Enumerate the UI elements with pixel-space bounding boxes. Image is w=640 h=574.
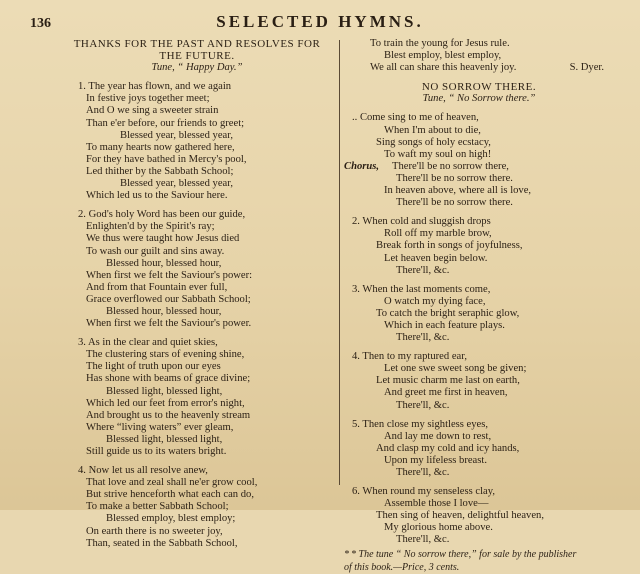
verse-line: O watch my dying face,	[384, 295, 486, 307]
verse-line: Enlighten'd by the Spirit's ray;	[86, 221, 215, 233]
verse-line: 1. The year has flown, and we again	[78, 81, 232, 93]
verse-line: There'll, &c.	[396, 534, 450, 546]
verse-line: In heaven above, where all is love,	[384, 185, 532, 197]
verse-line: To many hearts now gathered here,	[86, 141, 235, 153]
chorus-label: Chorus,	[344, 160, 380, 172]
verse-line: For they have bathed in Mercy's pool,	[86, 153, 247, 165]
verse-line: And greet me first in heaven,	[384, 387, 508, 399]
verse-line: 2. When cold and sluggish drops	[352, 216, 491, 228]
verse-line: There'll be no sorrow there.	[396, 197, 513, 209]
column-divider	[339, 40, 340, 485]
verse-line: And lay me down to rest,	[384, 430, 492, 442]
footnote-line: of this book.—Price, 3 cents.	[344, 562, 460, 574]
verse-line: Blessed year, blessed year,	[120, 129, 233, 141]
verse-line: Led thither by the Sabbath School;	[86, 165, 234, 177]
verse-line: Let music charm me last on earth,	[376, 375, 520, 387]
verse-line: 4. Then to my raptured ear,	[352, 351, 467, 363]
verse-line: There'll, &c.	[396, 467, 450, 478]
verse-line: When I'm about to die,	[384, 124, 481, 136]
verse-line: To train the young for Jesus rule.	[370, 38, 510, 49]
verse-line: Which led our feet from error's night,	[86, 397, 245, 409]
footnote-line: * * The tune “ No sorrow there,” for sale by the publisher	[344, 548, 577, 560]
verse-line: There'll, &c.	[396, 332, 450, 344]
page-header	[0, 10, 640, 36]
verse-line: To wash our guilt and sins away.	[86, 245, 225, 257]
verse-line: Which led us to the Saviour here.	[86, 190, 228, 202]
verse-line: And clasp my cold and icy hands,	[376, 442, 520, 454]
verse-line: Has shone with beams of grace divine;	[86, 373, 251, 385]
verse-line: Roll off my marble brow,	[384, 228, 492, 240]
verse-line: Grace overflowed our Sabbath School;	[86, 293, 251, 305]
verse-line: Break forth in songs of joyfulness,	[376, 240, 523, 252]
verse-line-with-author	[344, 62, 614, 74]
verse-line: 3. When the last moments come,	[352, 283, 491, 295]
verse-line: Let heaven begin below.	[384, 252, 488, 264]
verse-line: On earth there is no sweeter joy,	[86, 525, 223, 537]
verse-line: Than, seated in the Sabbath School,	[86, 537, 238, 549]
verse-line: Blessed year, blessed year,	[120, 178, 233, 190]
verse-line: The light of truth upon our eyes	[86, 361, 221, 373]
verse-line: Than e'er before, our friends to greet;	[86, 117, 245, 129]
verse-line: 4. Now let us all resolve anew,	[78, 465, 208, 477]
verse-line: 2. God's holy Word has been our guide,	[78, 209, 246, 221]
verse-line: 3. As in the clear and quiet skies,	[78, 337, 218, 349]
verse-line: To waft my soul on high!	[384, 148, 492, 160]
verse-line: Blessed hour, blessed hour,	[106, 257, 222, 269]
verse-line: Still guide us to its waters bright.	[86, 446, 227, 457]
verse-line: Assemble those I love—	[384, 498, 489, 510]
verse-line: Which in each feature plays.	[384, 319, 505, 331]
verse-line: In festive joys together meet;	[86, 93, 210, 105]
verse-line: There'll be no sorrow there,	[392, 160, 509, 172]
author-attribution: S. Dyer.	[569, 62, 604, 74]
verse-line: We all can share this heavenly joy.	[370, 62, 517, 74]
verse-line: Upon my lifeless breast.	[384, 454, 487, 466]
verse-line: And from that Fountain ever full,	[86, 281, 228, 293]
running-title: SELECTED HYMNS.	[216, 12, 424, 31]
verse-line: 6. When round my senseless clay,	[352, 486, 495, 498]
verse-line: There'll, &c.	[396, 264, 450, 276]
verse-line: But strive henceforth what each can do,	[86, 489, 254, 501]
left-column	[62, 38, 332, 550]
verse-line: Sing songs of holy ecstacy,	[376, 136, 491, 148]
verse-line: Blessed employ, blest employ;	[106, 513, 236, 525]
hymn-title: NO SORROW THERE.	[421, 81, 537, 94]
right-column	[344, 38, 614, 574]
chorus-row	[344, 161, 614, 173]
verse-line: When first we felt the Saviour's power:	[86, 269, 253, 281]
page-number: 136	[30, 16, 51, 31]
verse-line: My glorious home above.	[384, 522, 493, 534]
tune-label: Tune, “ No Sorrow there.”	[422, 93, 536, 105]
verse-line: Blest employ, blest employ,	[384, 50, 502, 62]
verse-line: And brought us to the heavenly stream	[86, 409, 251, 421]
verse-line: There'll, &c.	[396, 399, 450, 411]
verse-line: We thus were taught how Jesus died	[86, 233, 240, 245]
verse-line: .. Come sing to me of heaven,	[352, 112, 479, 124]
verse-line: To make a better Sabbath School;	[86, 501, 229, 513]
hymn-title-line: THANKS FOR THE PAST AND RESOLVES FOR	[73, 38, 321, 50]
verse-line: And O we sing a sweeter strain	[86, 105, 219, 117]
verse-line: That love and zeal shall ne'er grow cool,	[86, 477, 258, 489]
tune-label: Tune, “ Happy Day.”	[151, 62, 243, 74]
verse-line: When first we felt the Saviour's power.	[86, 318, 252, 330]
verse-line: The clustering stars of evening shine,	[86, 349, 245, 361]
verse-line: To catch the bright seraphic glow,	[376, 307, 520, 319]
hymn-title-line: THE FUTURE.	[159, 50, 235, 63]
verse-line: Let one swe sweet song be given;	[384, 363, 527, 375]
verse-line: Blessed light, blessed light,	[106, 433, 223, 445]
verse-line: Where “living waters” ever gleam,	[86, 421, 234, 433]
verse-line: There'll be no sorrow there.	[396, 172, 513, 184]
verse-line: Blessed light, blessed light,	[106, 385, 223, 397]
verse-line: 5. Then close my sightless eyes,	[352, 418, 489, 430]
verse-line: Blessed hour, blessed hour,	[106, 305, 222, 317]
verse-line: Then sing of heaven, delightful heaven,	[376, 510, 544, 522]
